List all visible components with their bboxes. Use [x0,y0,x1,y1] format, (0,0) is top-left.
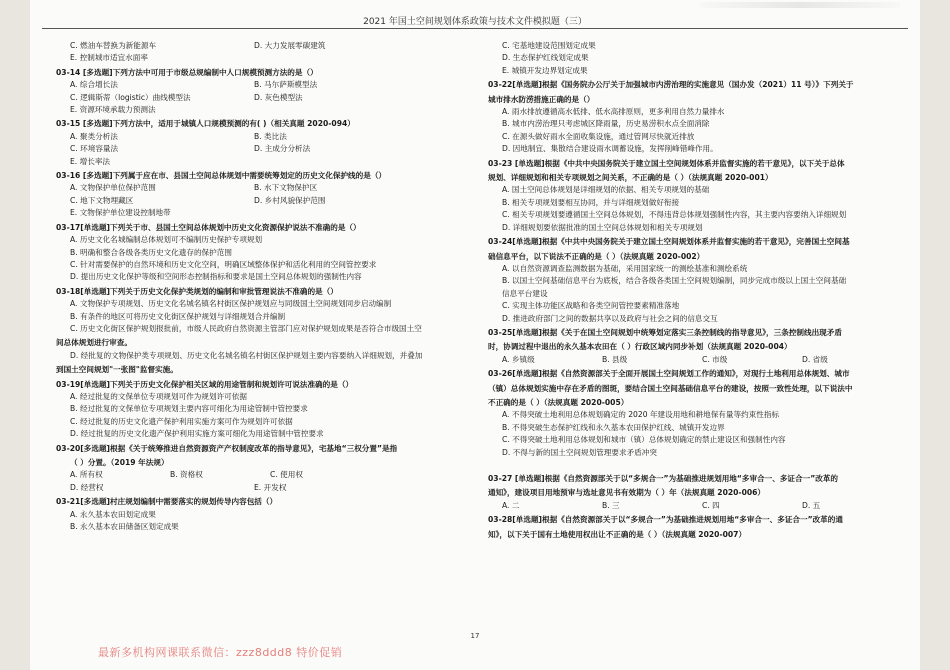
answer-option: A. 历史文化名城编制总体规划可不编制历史保护专项规划 [70,235,263,245]
option-row [56,416,466,428]
option-row [56,259,466,271]
spacer [488,459,898,471]
watermark-text: 最新多机构网课联系微信：zzz8ddd8 特价促销 [98,646,343,659]
question-stem: 03-19[单选题]下列关于历史文化保护相关区域的用途管制和规划许可说法准确的是（） [56,379,354,389]
question-stem-continued: 础信息平台，以下说法不正确的是（ ）（法规真题 2020-002） [488,251,705,261]
answer-option: D. 提出历史文化保护等级和空间形态控制指标和要求是国土空间总体规划的强制性内容 [70,272,362,282]
option-row [488,131,898,143]
question-stem-continued: 时，协调过程中退出的永久基本农田在（ ）行政区域内同步补划（法规真题 2020-004） [488,342,792,352]
option-row [56,207,466,219]
option-row [56,509,466,521]
option-row [56,52,466,64]
option-row [488,447,898,459]
answer-option: A. 乡镇级 [502,354,535,364]
question-stem: 03-28[单选题]根据《自然资源部关于以“多规合一”为基础推进规划用地“多审合一、多证合一”改革的通 [488,515,843,525]
answer-option: C. 历史文化街区保护规划报批前，市级人民政府自然资源主管部门应对保护规划成果是否符合市级国土空 [70,323,422,333]
answer-option: C. 市级 [702,354,728,364]
option-row [56,247,466,259]
answer-option: B. 三 [602,500,620,510]
option-row [488,52,898,64]
answer-option: C. 地下文物埋藏区 [70,195,134,205]
document-page [30,0,920,670]
answer-option: A. 综合增长法 [70,80,118,90]
answer-option: E. 增长率法 [70,156,111,166]
answer-option: B. 以国土空间基础信息平台为底板，结合各级各类国土空间规划编制，同步完成市级以上国土空间基础 [502,276,847,286]
answer-option: D. 乡村风貌保护范围 [254,195,326,205]
option-row [56,271,466,283]
option-row [488,422,898,434]
option-row [488,263,898,275]
option-row [488,222,898,234]
question-stem-continued: 到国土空间规划"一张图"监督实施。 [56,365,178,375]
option-row [56,298,466,310]
question-stem: 03-21[多选题]村庄规划编制中需要落实的规划传导内容包括（） [56,497,278,507]
option-row [56,428,466,440]
answer-option: E. 开发权 [254,482,287,492]
option-row [56,323,466,335]
answer-option: C. 四 [702,500,720,510]
left-column [56,40,466,533]
answer-option: A. 所有权 [70,470,103,480]
option-row [56,40,466,52]
answer-option: E. 文物保护单位建设控制地带 [70,208,171,218]
answer-option: D. 五 [802,500,821,510]
question-stem: 03-25[单选题]根据《关于在国土空间规划中统筹划定落实三条控制线的指导意见》，三条控制线出现矛盾 [488,327,842,337]
answer-option: E. 城镇开发边界划定成果 [502,65,588,75]
answer-option: B. 类比法 [254,131,287,141]
option-row [56,521,466,533]
answer-option: B. 明确和整合各级各类历史文化遗存的保护范围 [70,247,232,257]
answer-option: B. 永久基本农田储备区划定成果 [70,522,179,532]
answer-option: D. 经过批复的历史文化遗产保护利用实施方案可细化为用途管制中管控要求 [70,429,324,439]
answer-option: B. 城市内涝治理只考虑城区降雨量，历史易涝积水点全面消除 [502,119,710,129]
option-row [56,350,466,362]
question-stem: 03-27 [单选题]根据《自然资源部关于以“多规合一”为基础推进规划用地“多审合一、多证合一”改革的 [488,474,838,483]
option-row [56,195,466,207]
option-row [488,65,898,77]
option-row [488,118,898,130]
option-row [488,106,898,118]
question-stem-continued: 通知》，建设项目用地预审与选址意见书有效期为（ ）年（法规真题 2020-006） [488,488,766,498]
answer-option: D. 主成分分析法 [254,144,311,154]
question-stem: 03-18[单选题]下列关于历史文化保护类规划的编制和审批管理说法不准确的是（） [56,286,338,296]
option-row [56,391,466,403]
question-stem: 03-26[单选题]根据《自然资源部关于全面开展国土空间规划工作的通知》，对现行土地利用总体规划、城市 [488,369,850,379]
answer-option: C. 逻辑斯蒂（logistic）曲线模型法 [70,92,191,102]
answer-option: B. 县级 [602,354,628,364]
answer-option: A. 文物保护单位保护范围 [70,183,156,193]
option-row [488,409,898,421]
answer-option: D. 详细规划要依据批准的国土空间总体规划和相关专项规划 [502,222,703,232]
option-row [56,143,466,155]
answer-option: A. 二 [502,500,520,510]
answer-option: A. 国土空间总体规划是详细规划的依据、相关专项规划的基础 [502,185,710,195]
answer-option: D. 省级 [802,354,828,364]
answer-option: B. 水下文物保护区 [254,183,318,193]
answer-option: E. 控制城市适宜水面率 [70,53,148,63]
answer-option: B. 不得突破生态保护红线和永久基本农田保护红线、城镇开发边界 [502,422,725,432]
answer-option: A. 文物保护专项规划、历史文化名城名镇名村街区保护规划应与同级国土空间规划同步启动编制 [70,299,392,309]
option-row [56,182,466,194]
question-stem: 03-17[单选题]下列关于市、县国土空间总体规划中历史文化资源保护说法不准确的是（） [56,222,361,232]
answer-option: E. 资源环境承载力预测法 [70,105,156,115]
answer-option: C. 相关专项规划要遵循国土空间总体规划，不得违背总体规划强制性内容，其主要内容要纳入详细规划 [502,210,847,220]
option-row [488,500,898,512]
answer-option: C. 不得突破土地利用总体规划和城市（镇）总体规划确定的禁止建设区和强制性内容 [502,435,786,445]
answer-option: D. 不得与新的国土空间规划管理要求矛盾冲突 [502,447,657,457]
right-column [488,40,898,541]
option-row [488,209,898,221]
option-continued: 信息平台建设 [502,288,548,298]
question-stem-continued: 知》，以下关于国有土地使用权出让不正确的是（ ）（法规真题 2020-007） [488,529,747,539]
option-row [488,434,898,446]
question-stem-continued: 城市排水防涝措施正确的是（） [488,94,595,104]
option-row [488,197,898,209]
question-stem: 03-16 [多选题]下列属于应在市、县国土空间总体规划中需要统筹划定的历史文化保护线的是（） [56,171,387,181]
option-row [56,469,466,481]
answer-option: D. 经批复的文物保护类专项规划、历史文化名城名镇名村街区保护规划主要内容要纳入详细规划，并叠加 [70,350,423,360]
answer-option: C. 宅基地建设范围划定成果 [502,41,596,50]
option-row [488,300,898,312]
answer-option: C. 经过批复的历史文化遗产保护利用实施方案可作为规划许可依据 [70,416,293,426]
answer-option: D. 生态保护红线划定成果 [502,53,589,63]
answer-option: B. 资格权 [170,470,203,480]
option-row [56,234,466,246]
question-stem: 03-14 [多选题]下列方法中可用于市级总规编制中人口规模预测方法的是（） [56,67,318,77]
question-stem-continued: 间总体规划进行审查。 [56,338,132,348]
option-row [56,311,466,323]
answer-option: C. 使用权 [270,470,303,480]
option-row [56,482,466,494]
question-stem: 03-24[单选题]根据《中共中央国务院关于建立国土空间规划体系并监督实施的若干意见》，完善国土空间基 [488,237,850,247]
answer-option: D. 大力发展零碳建筑 [254,41,326,50]
option-row [488,40,898,52]
answer-option: A. 雨水排放遵循高水低排、低水高排原则，更多利用自然力量排水 [502,107,725,117]
question-stem: 03-20[多选题]根据《关于统筹推进自然资源资产产权制度改革的指导意见》，宅基地“三权分置”是指 [56,443,398,453]
answer-option: D. 推进政府部门之间的数据共享以及政府与社会之间的信息交互 [502,313,718,323]
answer-option: B. 马尔萨斯模型法 [254,80,318,90]
answer-option: A. 永久基本农田划定成果 [70,509,156,519]
answer-option: C. 在源头做好雨水全面收集设施，通过管网尽快就近排放 [502,131,695,141]
answer-option: D. 经营权 [70,482,104,492]
option-row [488,354,898,366]
question-stem: 03-15 [多选题]下列方法中，适用于城镇人口规模预测的有( )（相关真题 2020-094） [56,119,355,129]
answer-option: B. 经过批复的文保单位专项规划主要内容可细化为用途管制中管控要求 [70,404,308,414]
answer-option: D. 因地制宜、集散结合建设雨水调蓄设施，发挥削峰错峰作用。 [502,144,718,154]
option-row [56,131,466,143]
question-stem-continued: （ ）分置。（2019 年法规） [70,458,169,467]
answer-option: A. 聚类分析法 [70,131,118,141]
question-stem: 03-22[单选题]根据《国务院办公厅关于加强城市内涝治理的实施意见（国办发（2021）11 号）》下列关于 [488,80,854,90]
page-number: 17 [470,632,480,640]
option-row [56,156,466,168]
header-rule [42,28,908,29]
question-stem-continued: （镇）总体规划实施中存在矛盾的图斑，要结合国土空间基础信息平台的建设，按照一致性处理，以下说法中 [488,383,853,393]
question-stem-continued: 规划、详细规划和相关专项规划之间关系，不正确的是（ ）（法规真题 2020-001） [488,173,773,183]
option-row [56,104,466,116]
option-row [56,403,466,415]
option-row [488,143,898,155]
answer-option: D. 灰色模型法 [254,92,303,102]
option-row [56,92,466,104]
question-stem-continued: 不正确的是（ ）（法规真题 2020-005） [488,397,629,407]
answer-option: C. 燃油车替换为新能源车 [70,41,157,50]
answer-option: C. 针对需要保护的自然环境和历史文化空间，明确区域整体保护和活化利用的空间管控要求 [70,259,377,269]
answer-option: B. 相关专项规划要相互协同，并与详细规划做好衔接 [502,197,680,207]
page-header: 2021 年国土空间规划体系政策与技术文件模拟题（三） [363,17,587,27]
scan-smudge [700,2,900,8]
answer-option: C. 环境容量法 [70,144,119,154]
answer-option: A. 经过批复的文保单位专项规划可作为规划许可依据 [70,391,247,401]
option-row [56,79,466,91]
answer-option: C. 实现主体功能区战略和各类空间管控要素精准落地 [502,301,680,311]
question-stem: 03-23 [单选题]根据《中共中央国务院关于建立国土空间规划体系并监督实施的若干意见》，以下关于总体 [488,158,845,168]
answer-option: A. 不得突破土地利用总体规划确定的 2020 年建设用地和耕地保有量等约束性指标 [502,410,780,420]
answer-option: A. 以自然资源调查监测数据为基础，采用国家统一的测绘基准和测绘系统 [502,263,748,273]
answer-option: B. 有条件的地区可将历史文化街区保护规划与详细规划合并编制 [70,311,286,321]
option-row [488,313,898,325]
option-row [488,184,898,196]
option-row [488,275,898,287]
